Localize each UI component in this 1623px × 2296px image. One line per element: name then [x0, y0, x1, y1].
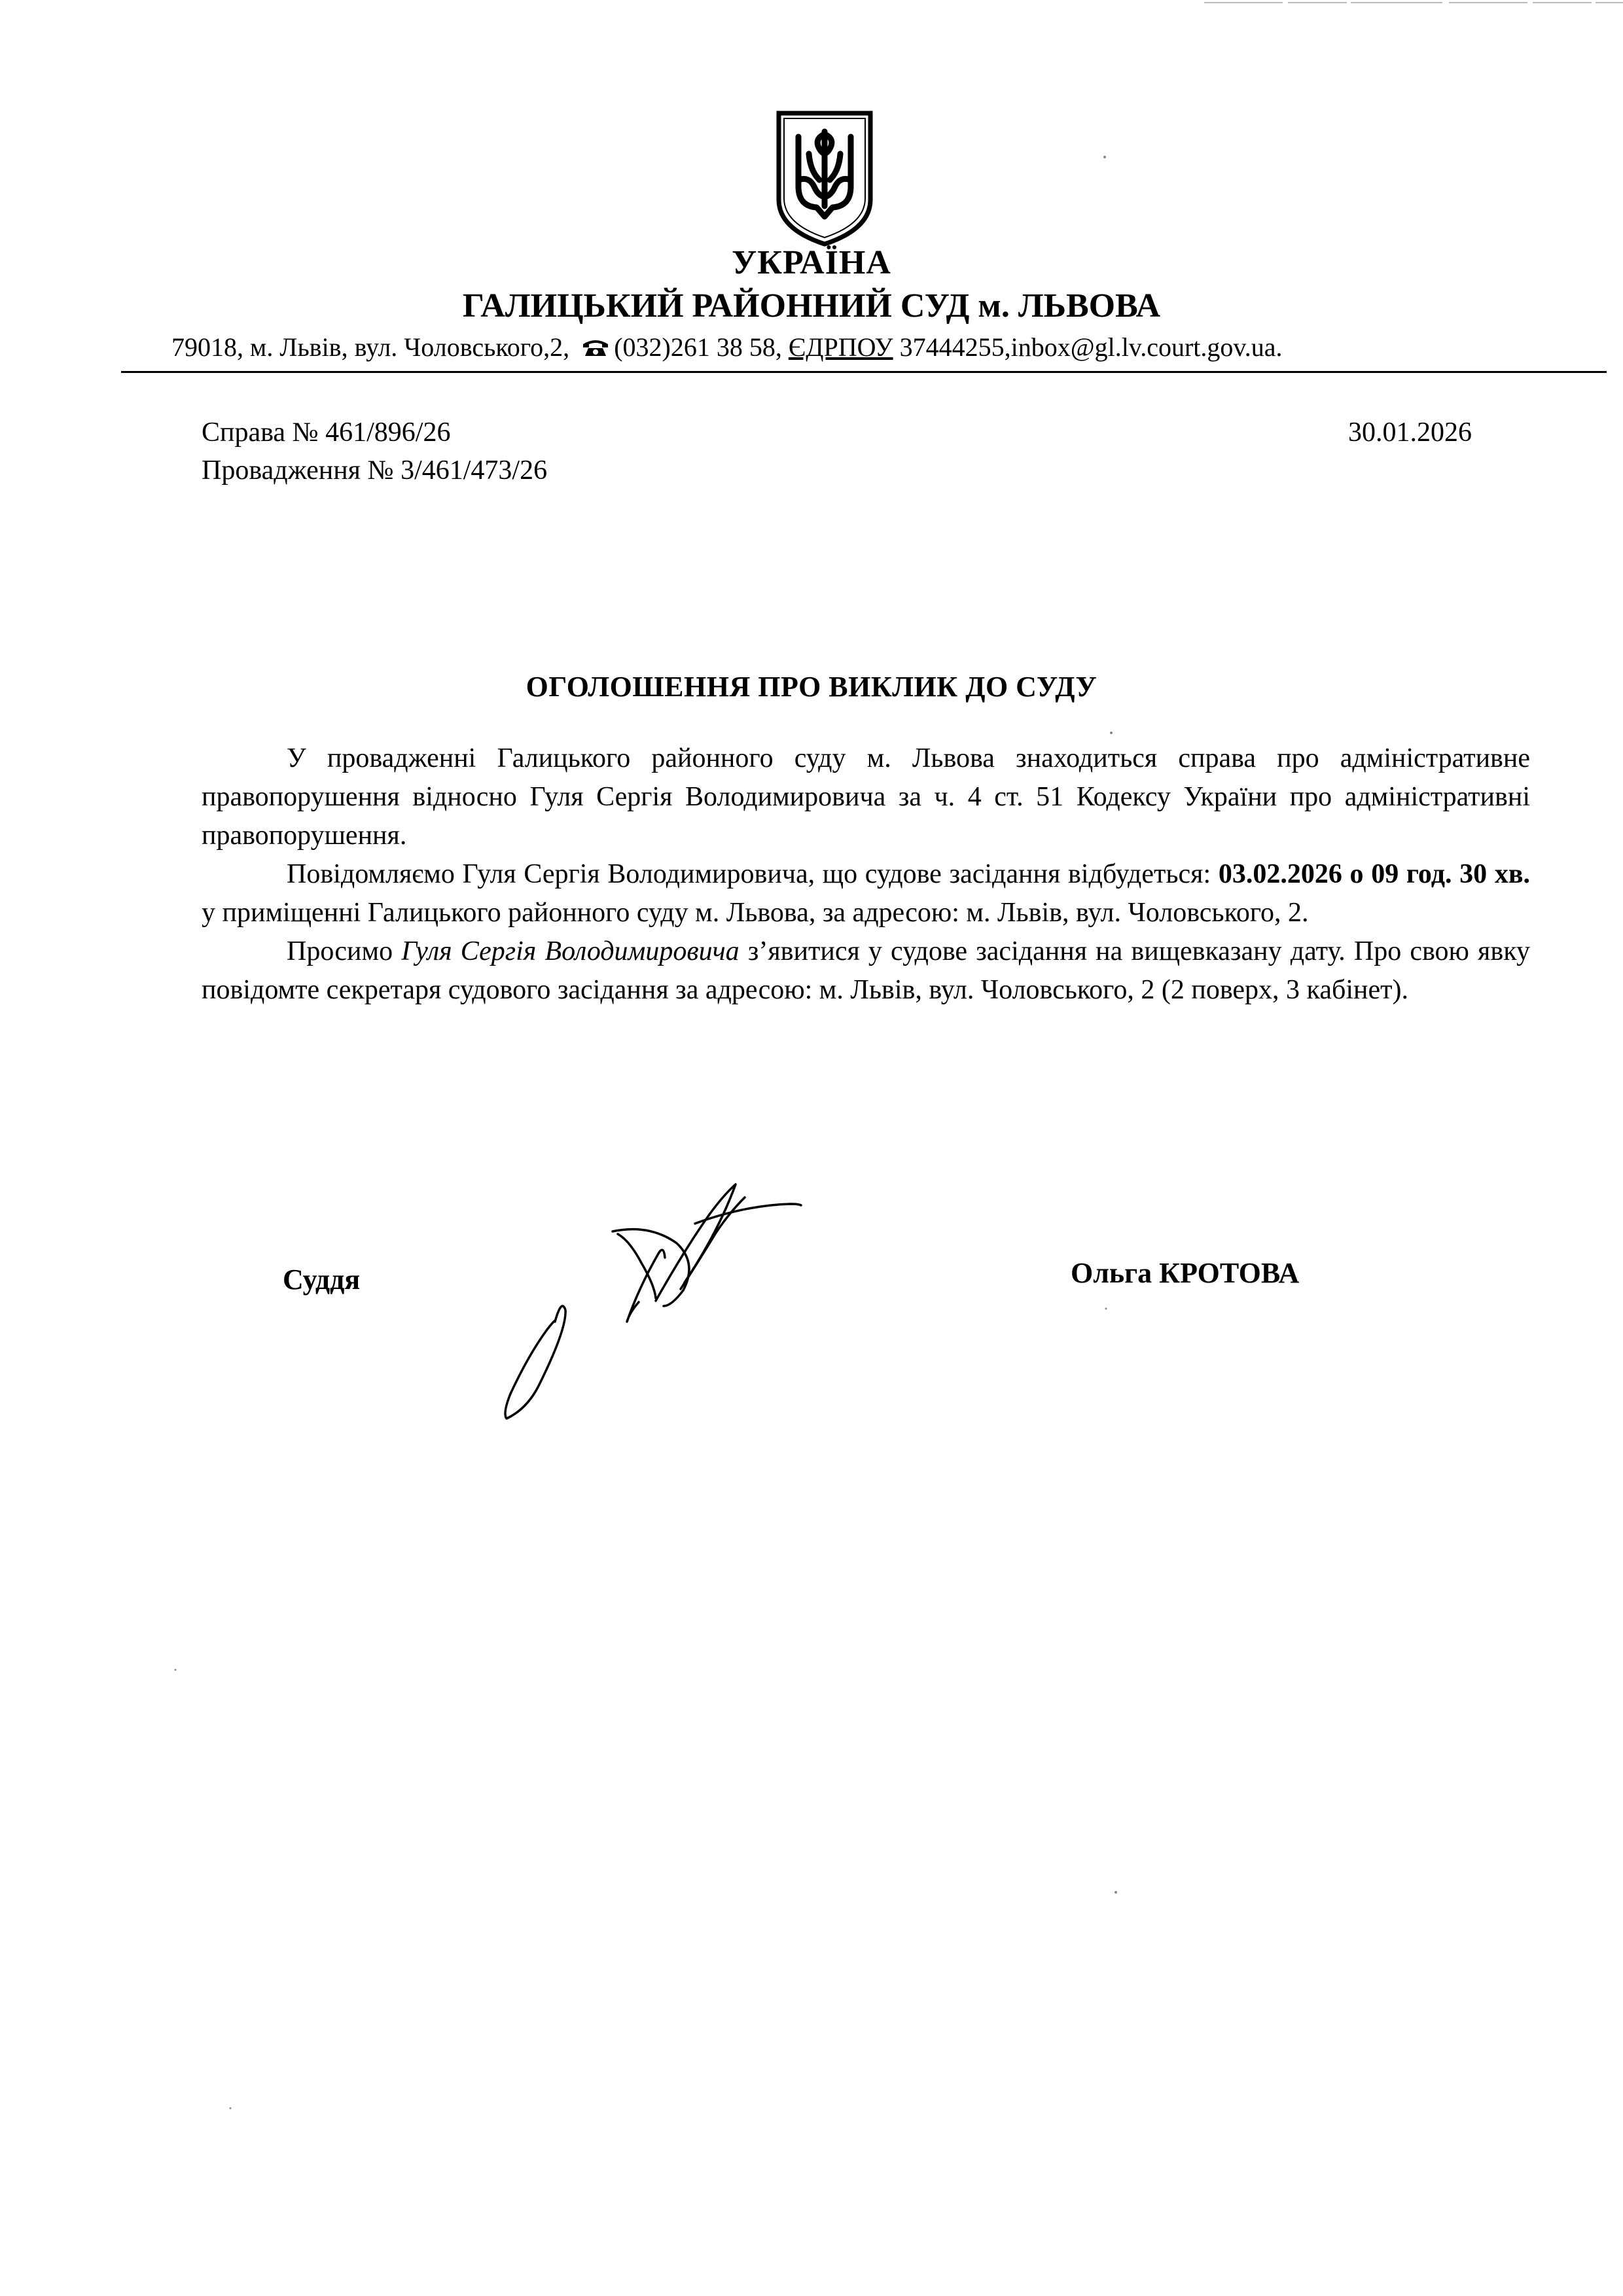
edrpou-and-email: 37444255,inbox@gl.lv.court.gov.ua.	[899, 332, 1283, 362]
edrpou-label: ЄДРПОУ	[788, 332, 893, 362]
address-text: 79018, м. Львів, вул. Чоловського,2,	[171, 332, 570, 362]
scan-artifact-lines	[1204, 0, 1623, 7]
paragraph-hearing-notice	[202, 855, 1530, 932]
signatory-role: Суддя	[283, 1263, 361, 1296]
header-divider	[121, 371, 1607, 373]
request-details: з’явитися у судове засідання на вищевказану дату. Про свою явку повідомте секретаря судового засідання за адресою: м. Львів, вул. Чоловського, 2 (2 поверх, 3 кабінет).	[202, 936, 1531, 1005]
paragraph-case-info: У провадженні Галицького районного суду м. Львова знаходиться справа про адміністративне правопорушення відносно Гуля Сергія Володимировича за ч. 4 ст. 51 Кодексу України про адміністративні правопорушення.	[202, 743, 1530, 851]
proceeding-number: Провадження № 3/461/473/26	[202, 455, 548, 486]
document-date: 30.01.2026	[1348, 417, 1472, 448]
handwritten-signature	[484, 1158, 929, 1433]
country-heading: УКРАЇНА	[732, 244, 891, 281]
paragraph-appearance-request	[202, 932, 1530, 1010]
defendant-name: Гуля Сергія Володимировича	[401, 936, 740, 966]
hearing-location: у приміщенні Галицького районного суду м. Львова, за адресою: м. Львів, вул. Чоловського, 2.	[202, 898, 1309, 928]
signatory-name: Ольга КРОТОВА	[1071, 1257, 1300, 1289]
case-number: Справа № 461/896/26	[202, 417, 451, 448]
telephone-icon	[581, 338, 610, 357]
hearing-intro: Повідомляємо Гуля Сергія Володимировича, що судове засідання відбудеться:	[287, 859, 1211, 889]
notice-title: ОГОЛОШЕННЯ ПРО ВИКЛИК ДО СУДУ	[526, 671, 1097, 703]
trident-coat-of-arms-icon	[772, 108, 877, 249]
hearing-datetime: 03.02.2026 о 09 год. 30 хв.	[1218, 859, 1530, 889]
notice-body	[202, 739, 1530, 1010]
request-intro: Просимо	[287, 936, 393, 966]
case-references	[202, 414, 547, 489]
phone-number: (032)261 38 58,	[614, 332, 782, 362]
court-name-heading: ГАЛИЦЬКИЙ РАЙОННИЙ СУД м. ЛЬВОВА	[462, 287, 1161, 325]
court-address-line	[171, 332, 1592, 363]
